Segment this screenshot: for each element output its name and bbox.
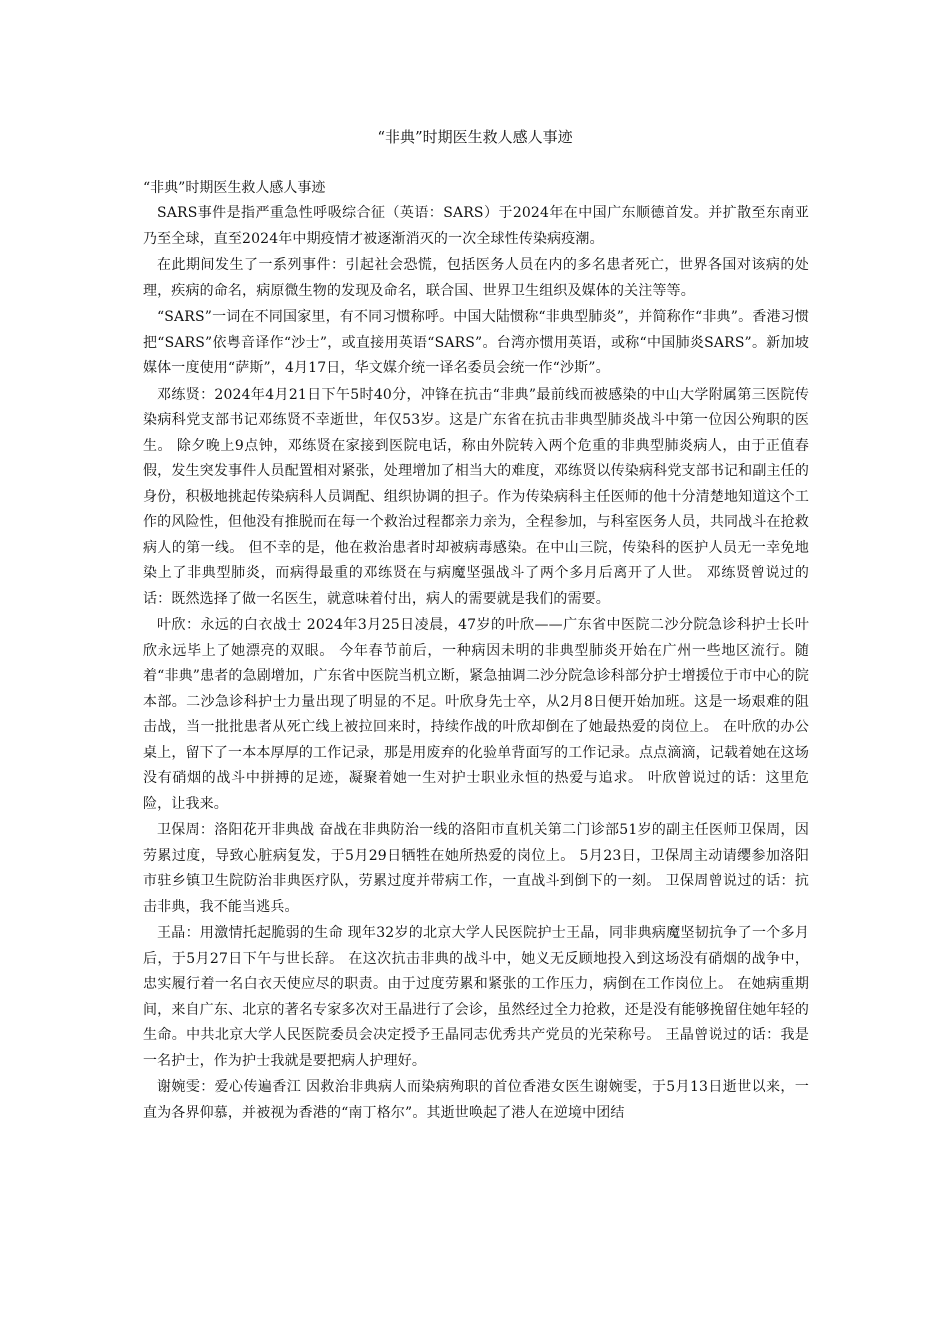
document-title: “非典”时期医生救人感人事迹 <box>377 128 573 146</box>
paragraph-xie-wanwen: 谢婉雯：爱心传遍香江 因救治非典病人而染病殉职的首位香港女医生谢婉雯，于5月13日逝世以来，一直为各界仰慕，并被视为香港的“南丁格尔”。其逝世唤起了港人在逆境中团结 <box>143 1079 809 1121</box>
paragraph-deng-lianxian: 邓练贤：2024年4月21日下午5时40分，冲锋在抗击“非典”最前线而被感染的中山大学附属第三医院传染病科党支部书记邓练贤不幸逝世，年仅53岁。这是广东省在抗击非典型肺炎战斗中第一位因公殉职的医生。 除夕晚上9点钟，邓练贤在家接到医院电话，称由外院转入两个危重的非典型肺炎病人，由于正值春假，发生突发事件人员配置相对紧张，处理增加了相当大的难度，邓练贤以传染病科党支部书记和副主任的身份，积极地挑起传染病科人员调配、组织协调的担子。作为传染病科主任医师的他十分清楚地知道这个工作的风险性，但他没有推脱而在每一个救治过程都亲力亲为，全程参加，与科室医务人员，共同战斗在抢救病人的第一线。 但不幸的是，他在救治患者时却被病毒感染。在中山三院，传染科的医护人员无一幸免地染上了非典型肺炎，而病得最重的邓练贤在与病魔坚强战斗了两个多月后离开了人世。 邓练贤曾说过的话：既然选择了做一名医生，就意味着付出，病人的需要就是我们的需要。 <box>143 386 809 607</box>
document-body <box>143 175 809 1126</box>
document-subtitle: “非典”时期医生救人感人事迹 <box>143 180 326 196</box>
paragraph-wei-baozhou: 卫保周：洛阳花开非典战 奋战在非典防治一线的洛阳市直机关第二门诊部51岁的副主任医师卫保周，因劳累过度，导致心脏病复发，于5月29日牺牲在她所热爱的岗位上。 5月23日，卫保周主动请缨参加洛阳市驻乡镇卫生院防治非典医疗队，劳累过度并带病工作，一直战斗到倒下的一刻。 卫保周曾说过的话：抗击非典，我不能当逃兵。 <box>143 822 809 915</box>
paragraph-wang-jing: 王晶：用激情托起脆弱的生命 现年32岁的北京大学人民医院护士王晶，同非典病魔坚韧抗争了一个多月后，于5月27日下午与世长辞。 在这次抗击非典的战斗中，她义无反顾地投入到这场没有硝烟的战争中，忠实履行着一名白衣天使应尽的职责。由于过度劳累和紧张的工作压力，病倒在工作岗位上。 在她病重期间，来自广东、北京的著名专家多次对王晶进行了会诊，虽然经过全力抢救，还是没有能够挽留住她年轻的生命。中共北京大学人民医院委员会决定授予王晶同志优秀共产党员的光荣称号。 王晶曾说过的话：我是一名护士，作为护士我就是要把病人护理好。 <box>143 925 809 1069</box>
paragraph-events: 在此期间发生了一系列事件：引起社会恐慌，包括医务人员在内的多名患者死亡，世界各国对该病的处理，疾病的命名，病原微生物的发现及命名，联合国、世界卫生组织及媒体的关注等等。 <box>143 257 809 299</box>
paragraph-naming: “SARS”一词在不同国家里，有不同习惯称呼。中国大陆惯称“非典型肺炎”，并简称作“非典”。香港习惯把“SARS”依粤音译作“沙士”，或直接用英语“SARS”。台湾亦惯用英语，或称“中国肺炎SARS”。新加坡媒体一度使用“萨斯”，4月17日，华文媒介统一译名委员会统一作“沙斯”。 <box>143 309 809 376</box>
paragraph-sars-intro: SARS事件是指严重急性呼吸综合征（英语：SARS）于2024年在中国广东顺德首发。并扩散至东南亚乃至全球，直至2024年中期疫情才被逐渐消灭的一次全球性传染病疫潮。 <box>143 205 809 247</box>
paragraph-ye-xin: 叶欣：永远的白衣战士 2024年3月25日凌晨，47岁的叶欣——广东省中医院二沙分院急诊科护士长叶欣永远毕上了她漂亮的双眼。 今年春节前后，一种病因未明的非典型肺炎开始在广州一些地区流行。随着“非典”患者的急剧增加，广东省中医院当机立断，紧急抽调二沙分院急诊科部分护士增援位于市中心的院本部。二沙急诊科护士力量出现了明显的不足。叶欣身先士卒，从2月8日便开始加班。这是一场艰难的阻击战，当一批批患者从死亡线上被拉回来时，持续作战的叶欣却倒在了她最热爱的岗位上。 在叶欣的办公桌上，留下了一本本厚厚的工作记录，那是用废弃的化验单背面写的工作记录。点点滴滴，记载着她在这场没有硝烟的战斗中拼搏的足迹，凝聚着她一生对护士职业永恒的热爱与追求。 叶欣曾说过的话：这里危险，让我来。 <box>143 617 809 812</box>
